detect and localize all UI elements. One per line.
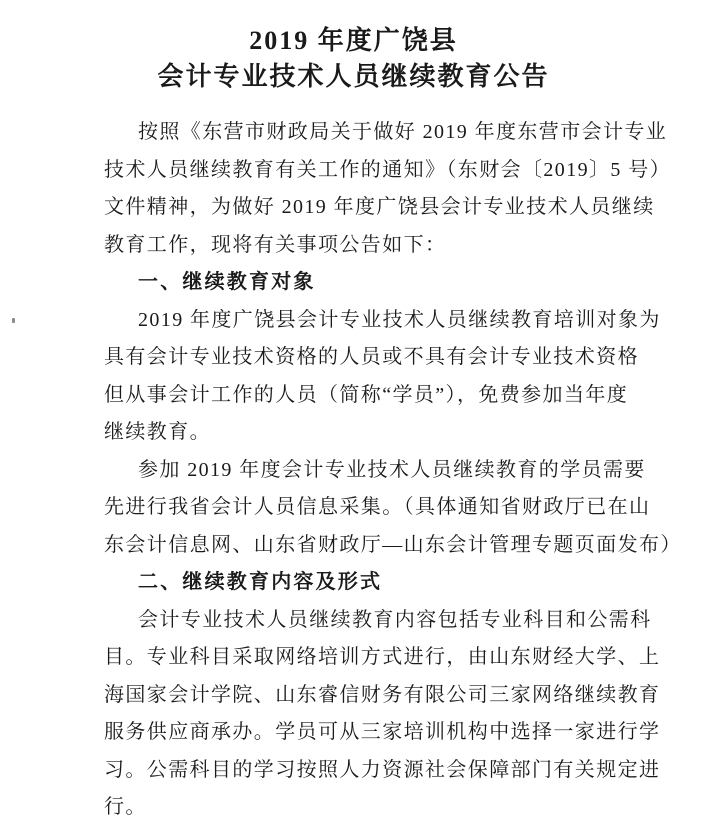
text-line: 具有会计专业技术资格的人员或不具有会计专业技术资格: [104, 346, 639, 368]
text-line: 参加 2019 年度会计专业技术人员继续教育的学员需要: [138, 458, 646, 481]
scan-speck: [12, 318, 15, 323]
text-line: 东会计信息网、山东省财政厅—山东会计管理专题页面发布）: [104, 533, 682, 556]
text-line: 文件精神，为做好 2019 年度广饶县会计专业技术人员继续: [104, 196, 655, 218]
text-line: 行。: [104, 796, 147, 818]
text-line: 海国家会计学院、山东睿信财务有限公司三家网络继续教育: [104, 683, 661, 706]
text-line: 技术人员继续教育有关工作的通知》（东财会〔2019〕5 号）: [104, 158, 671, 181]
text-line: 按照《东营市财政局关于做好 2019 年度东营市会计专业: [138, 121, 668, 143]
text-line: 会计专业技术人员继续教育内容包括专业科目和公需科: [138, 608, 652, 631]
section-heading: 二、继续教育内容及形式: [138, 571, 383, 593]
document-title: [0, 23, 707, 95]
text-line: 教育工作，现将有关事项公告如下：: [104, 233, 447, 256]
text-line: 服务供应商承办。学员可从三家培训机构中选择一家进行学: [104, 721, 661, 743]
document-body: [104, 114, 682, 827]
text-line: 继续教育。: [104, 421, 211, 443]
text-line: 2019 年度广饶县会计专业技术人员继续教育培训对象为: [138, 308, 661, 331]
text-line: 但从事会计工作的人员（简称“学员”），免费参加当年度: [104, 383, 629, 406]
document-title-line-2: 会计专业技术人员继续教育公告: [157, 62, 550, 91]
text-line: 习。公需科目的学习按照人力资源社会保障部门有关规定进: [104, 758, 661, 781]
document-title-line-1: 2019 年度广饶县: [249, 26, 458, 55]
text-line: 先进行我省会计人员信息采集。（具体通知省财政厅已在山: [104, 496, 651, 518]
text-line: 目。专业科目采取网络培训方式进行，由山东财经大学、上: [104, 646, 661, 668]
section-heading: 一、继续教育对象: [138, 271, 316, 293]
